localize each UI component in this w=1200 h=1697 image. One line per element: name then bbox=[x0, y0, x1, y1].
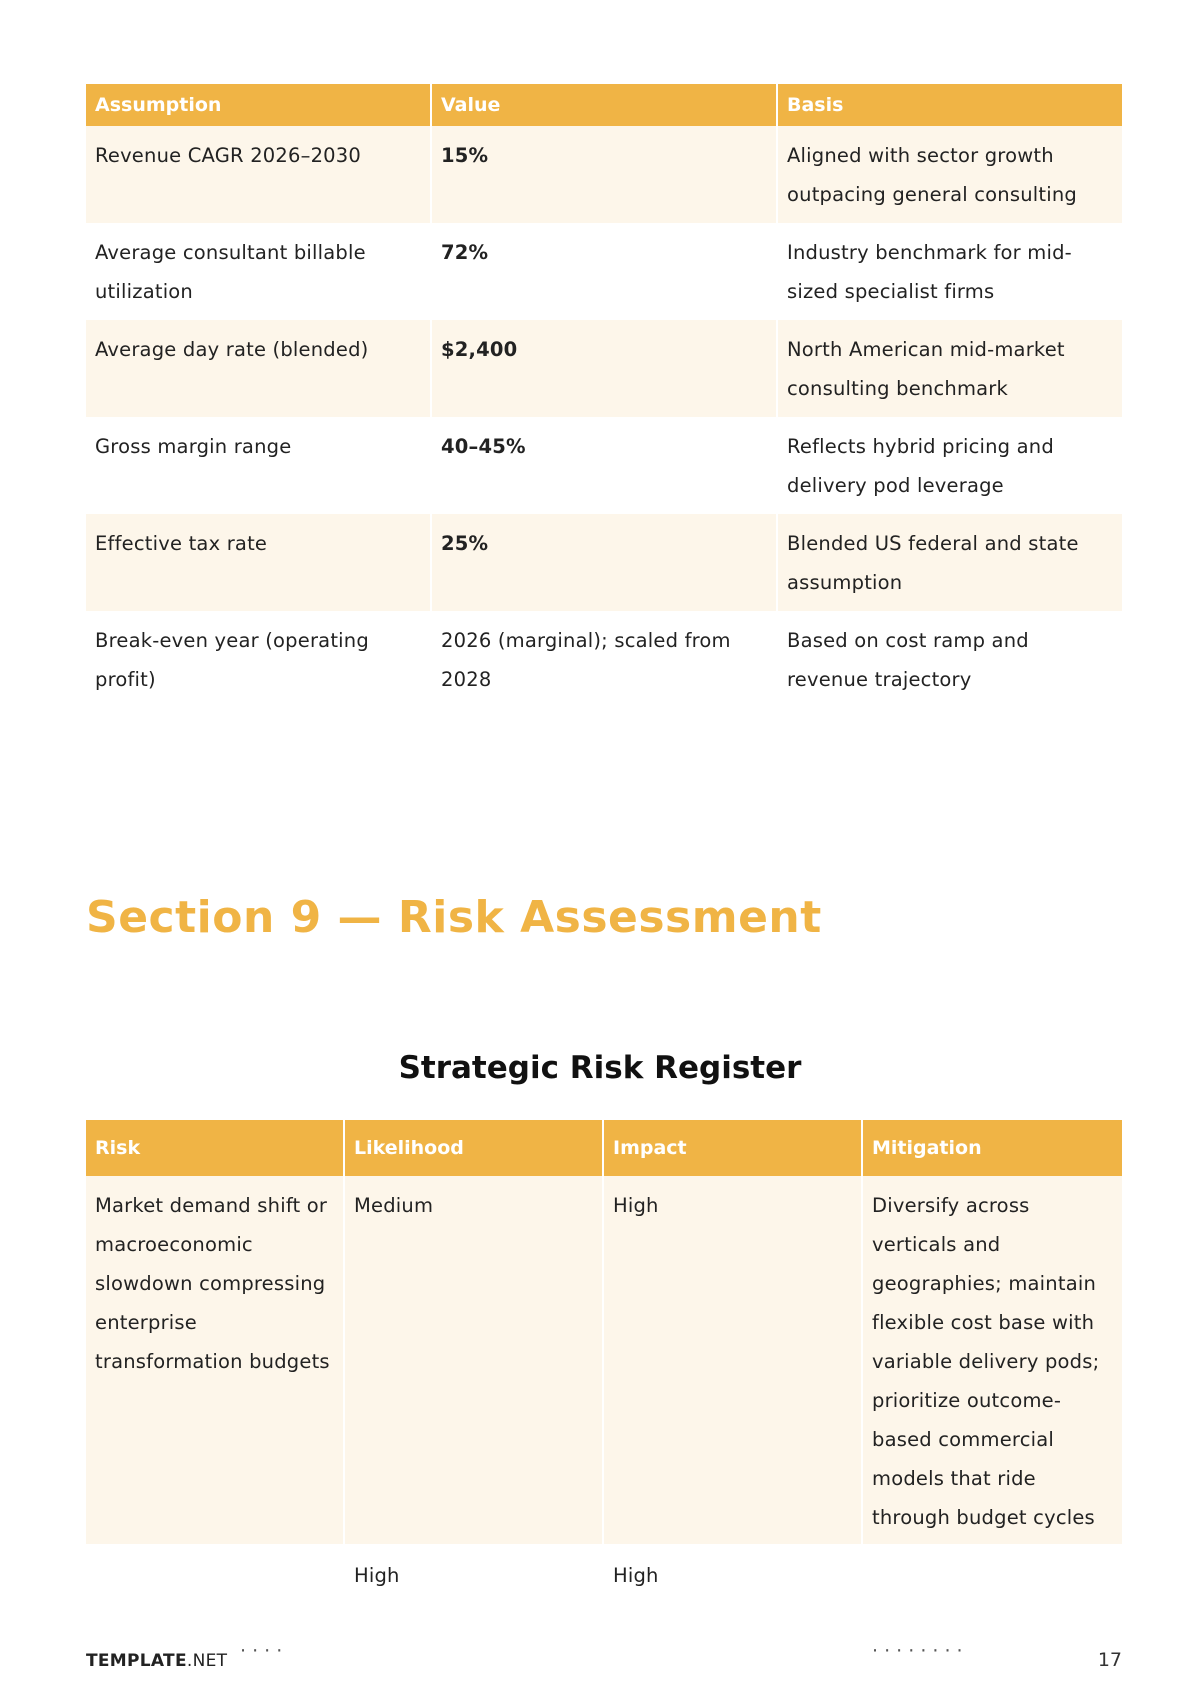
value-cell: $2,400 bbox=[432, 320, 778, 417]
assumption-cell: Break-even year (operating profit) bbox=[86, 611, 432, 708]
header-mitigation: Mitigation bbox=[863, 1120, 1122, 1176]
value-cell: 15% bbox=[432, 126, 778, 223]
risk-register-table bbox=[86, 1120, 1122, 1602]
basis-cell: North American mid-market consulting benchmark bbox=[778, 320, 1122, 417]
logo-bold: TEMPLATE bbox=[86, 1651, 187, 1671]
assumptions-header-row bbox=[86, 84, 1122, 126]
likelihood-cell: Medium bbox=[345, 1176, 604, 1544]
table-row bbox=[86, 320, 1122, 417]
table-row bbox=[86, 223, 1122, 320]
assumption-cell: Gross margin range bbox=[86, 417, 432, 514]
logo-light: .NET bbox=[186, 1651, 228, 1671]
page-number: 17 bbox=[1097, 1649, 1122, 1671]
assumption-cell: Average consultant billable utilization bbox=[86, 223, 432, 320]
header-basis: Basis bbox=[778, 84, 1122, 126]
table-row bbox=[86, 1176, 1122, 1544]
assumption-cell: Average day rate (blended) bbox=[86, 320, 432, 417]
cutoff-text: · · · · bbox=[240, 1640, 283, 1654]
assumption-cell: Effective tax rate bbox=[86, 514, 432, 611]
risk-cell bbox=[86, 1544, 345, 1602]
value-cell: 25% bbox=[432, 514, 778, 611]
value-cell: 72% bbox=[432, 223, 778, 320]
mitigation-cell: Diversify across verticals and geographies; maintain flexible cost base with variable delivery pods; prioritize outcome-based commercial models that ride through budget cycles bbox=[863, 1176, 1122, 1544]
impact-cell: High bbox=[604, 1544, 863, 1602]
assumption-cell: Revenue CAGR 2026–2030 bbox=[86, 126, 432, 223]
likelihood-cell: High bbox=[345, 1544, 604, 1602]
risk-cell: Market demand shift or macroeconomic slowdown compressing enterprise transformation budgets bbox=[86, 1176, 345, 1544]
basis-cell: Blended US federal and state assumption bbox=[778, 514, 1122, 611]
header-impact: Impact bbox=[604, 1120, 863, 1176]
impact-cell: High bbox=[604, 1176, 863, 1544]
header-likelihood: Likelihood bbox=[345, 1120, 604, 1176]
table-row bbox=[86, 126, 1122, 223]
value-cell: 40–45% bbox=[432, 417, 778, 514]
footer-logo bbox=[86, 1651, 227, 1671]
cutoff-text: · · · · · · · · bbox=[872, 1640, 963, 1654]
value-cell: 2026 (marginal); scaled from 2028 bbox=[432, 611, 778, 708]
assumptions-table bbox=[86, 84, 1122, 708]
header-value: Value bbox=[432, 84, 778, 126]
table-row bbox=[86, 1544, 1122, 1602]
table-row bbox=[86, 514, 1122, 611]
basis-cell: Based on cost ramp and revenue trajectory bbox=[787, 629, 1029, 691]
basis-cell: Aligned with sector growth outpacing general consulting bbox=[778, 126, 1122, 223]
risk-register-title: Strategic Risk Register bbox=[398, 1050, 802, 1086]
mitigation-cell bbox=[863, 1544, 1122, 1602]
basis-cell: Industry benchmark for mid-sized specialist firms bbox=[787, 241, 1072, 303]
table-row bbox=[86, 417, 1122, 514]
risk-header-row bbox=[86, 1120, 1122, 1176]
header-risk: Risk bbox=[86, 1120, 345, 1176]
basis-cell: Reflects hybrid pricing and delivery pod leverage bbox=[787, 435, 1054, 497]
table-row bbox=[86, 611, 1122, 708]
header-assumption: Assumption bbox=[86, 84, 432, 126]
section-title: Section 9 — Risk Assessment bbox=[86, 892, 822, 943]
